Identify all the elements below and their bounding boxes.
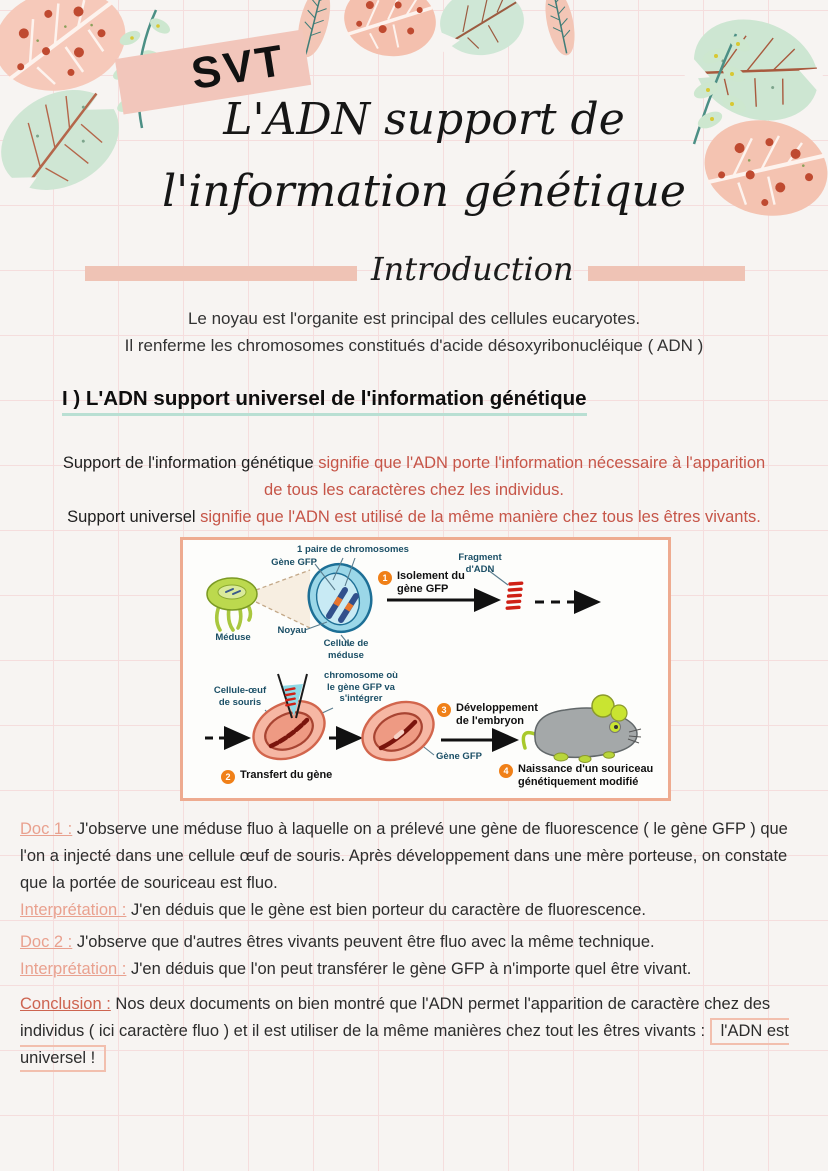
conclusion-section (20, 991, 808, 1072)
definition-support-universel: signifie que l'ADN est utilisé de la même manière chez tous les êtres vivants. (200, 507, 761, 526)
course-tag: SVT (188, 35, 290, 100)
conclusion-label: Conclusion : (20, 995, 111, 1013)
feather-leaf-icon (540, 0, 580, 58)
jellyfish-icon (207, 578, 257, 630)
doc1-body: J'observe une méduse fluo à laquelle on a prélevé une gène de fluorescence ( le gène GFP ) que l'on a injecté dans une cellule œuf de souris. Après développement dans une mère porteuse, on constate que la portée de souriceau est fluo. (20, 820, 788, 892)
step-2 (221, 769, 351, 784)
intro-bar-right (588, 266, 745, 281)
spotted-leaf-icon (339, 0, 440, 62)
label-gfp-gene-2: Gène GFP (436, 751, 482, 762)
page-title-line2: l'information génétique (162, 166, 686, 217)
page-title (124, 84, 724, 228)
label-dna-fragment: Fragment d'ADN (458, 552, 502, 575)
step-4-badge: 4 (499, 764, 513, 778)
label-mouse-egg-cell: Cellule-œuf de souris (213, 685, 267, 708)
doc2-section (20, 929, 808, 983)
section1-definitions (60, 450, 768, 531)
intro-line1: Le noyau est l'organite est principal des cellules eucaryotes. (187, 309, 641, 328)
gfp-transgenesis-figure (180, 537, 671, 801)
intro-banner (85, 250, 745, 288)
step-4-label: Naissance d'un souriceau génétiquement modifié (518, 763, 654, 788)
term-support-info: Support de l'information génétique (62, 453, 314, 472)
doc2-interpretation-label: Interprétation : (20, 960, 127, 978)
label-gfp-gene: Gène GFP (271, 557, 317, 568)
step-1-badge: 1 (378, 571, 392, 585)
step-1-label: Isolement du gène GFP (397, 570, 465, 595)
intro-bar-left (85, 266, 357, 281)
label-chromosome-pair: 1 paire de chromosomes (297, 544, 409, 555)
doc1-section (20, 816, 808, 924)
intro-heading: Introduction (371, 250, 574, 288)
intro-paragraph (0, 305, 828, 359)
doc2-label: Doc 2 : (20, 933, 73, 951)
definition-support-info: signifie que l'ADN porte l'information nécessaire à l'apparition de tous les caractères chez les individus. (264, 453, 766, 499)
conclusion-body: Nos deux documents on bien montré que l'ADN permet l'apparition de caractère chez des individus ( ici caractère fluo ) et il est utiliser de la même manières chez tout les êtres vivants : (20, 995, 771, 1040)
label-chromosome-integration: chromosome où le gène GFP va s'intégrer (324, 670, 398, 704)
dna-fragment-icon (503, 580, 525, 611)
conclusion-highlight-box: l'ADN est universel ! (20, 1018, 789, 1072)
label-jellyfish-cell: Cellule de méduse (323, 638, 369, 661)
zoom-cone (256, 570, 310, 628)
term-support-universel: Support universel (67, 507, 196, 526)
step-3-badge: 3 (437, 703, 451, 717)
monstera-leaf-icon (0, 70, 136, 203)
leaf-row-top-middle-icon (290, 0, 590, 66)
step-3 (437, 702, 557, 728)
spotted-leaf-icon (0, 0, 135, 103)
step-2-label: Transfert du gène (240, 769, 333, 781)
page-title-line1: L'ADN support de (223, 94, 625, 145)
doc1-interpretation: J'en déduis que le gène est bien porteur du caractère de fluorescence. (131, 901, 646, 919)
step-3-label: Développement de l'embryon (456, 702, 538, 727)
label-nucleus: Noyau (277, 625, 307, 636)
step-2-badge: 2 (221, 770, 235, 784)
doc2-body: J'observe que d'autres êtres vivants peuvent être fluo avec la même technique. (76, 933, 655, 951)
section1-heading: I ) L'ADN support universel de l'information génétique (62, 387, 587, 416)
doc1-interpretation-label: Interprétation : (20, 901, 127, 919)
doc2-interpretation: J'en déduis que l'on peut transférer le gène GFP à n'importe quel être vivant. (131, 960, 692, 978)
monstera-leaf-icon (437, 0, 527, 59)
step-4 (499, 763, 664, 789)
step-1 (378, 570, 478, 596)
label-jellyfish: Méduse (215, 632, 251, 643)
intro-line2: Il renferme les chromosomes constitués d'acide désoxyribonucléique ( ADN ) (124, 336, 704, 355)
doc1-label: Doc 1 : (20, 820, 73, 838)
